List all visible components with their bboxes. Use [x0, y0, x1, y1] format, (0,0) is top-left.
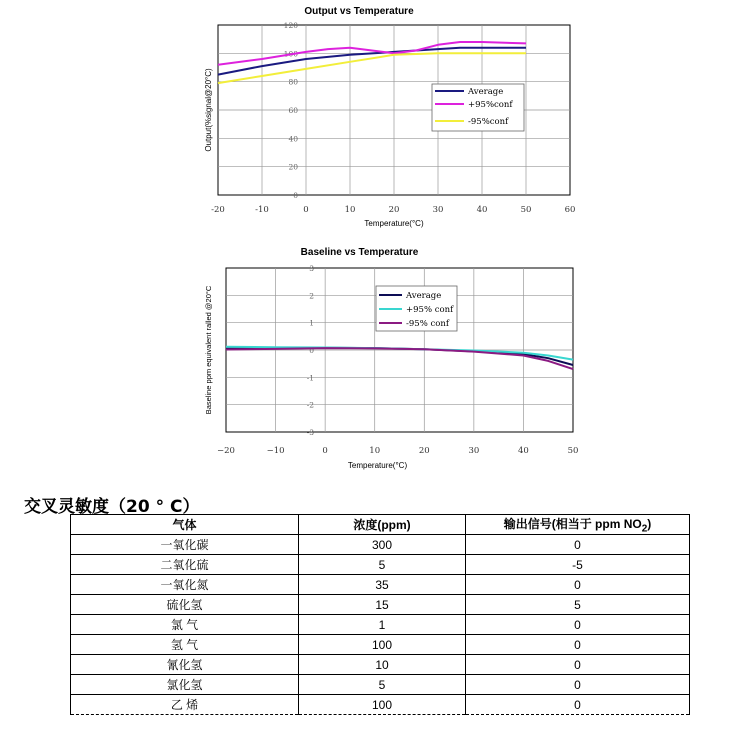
x-tick-label: -20 [211, 205, 225, 215]
legend-label: Average [406, 291, 442, 301]
x-tick-label: 30 [432, 205, 444, 215]
cell-concentration: 5 [299, 675, 466, 695]
x-axis-label: Temperature(°C) [347, 461, 408, 470]
y-tick-label: 40 [288, 134, 298, 144]
x-tick-label: 20 [388, 205, 400, 215]
cell-concentration: 10 [299, 655, 466, 675]
table-row [71, 615, 690, 635]
x-tick-label: 0 [303, 205, 309, 215]
cell-concentration: 35 [299, 575, 466, 595]
chart-title: Output vs Temperature [304, 6, 414, 17]
cell-gas: 一氧化碳 [71, 535, 299, 555]
header-signal [466, 515, 690, 535]
x-tick-label: 10 [369, 446, 381, 456]
legend-label: -95%conf [468, 117, 509, 127]
x-tick-label: 40 [476, 205, 488, 215]
cell-gas: 硫化氢 [71, 595, 299, 615]
y-tick-label: -2 [306, 400, 314, 410]
cell-signal: 0 [466, 655, 690, 675]
y-tick-label: 120 [283, 21, 298, 30]
y-tick-label: 0 [309, 346, 314, 355]
y-tick-label: 0 [293, 191, 298, 200]
cell-concentration: 100 [299, 695, 466, 715]
cell-gas: 氯化氢 [71, 675, 299, 695]
x-tick-label: 50 [520, 205, 532, 215]
y-tick-label: -1 [306, 373, 314, 383]
header-gas: 气体 [71, 515, 299, 535]
x-tick-label: 50 [567, 446, 579, 456]
header-signal-suffix: ) [647, 517, 652, 531]
table-row [71, 675, 690, 695]
cell-gas: 一氧化氮 [71, 575, 299, 595]
cell-signal: 0 [466, 535, 690, 555]
y-tick-label: -3 [306, 428, 314, 437]
cell-concentration: 5 [299, 555, 466, 575]
legend-label: Average [468, 87, 504, 97]
cell-concentration: 300 [299, 535, 466, 555]
cell-signal: 0 [466, 615, 690, 635]
legend-label: +95%conf [468, 100, 513, 110]
cell-signal: 0 [466, 675, 690, 695]
x-tick-label: 40 [518, 446, 529, 456]
x-tick-label: 30 [468, 446, 480, 456]
table-header-row [71, 515, 690, 535]
table-row [71, 575, 690, 595]
y-tick-label: 80 [288, 77, 298, 87]
x-tick-label: 20 [418, 446, 430, 456]
y-tick-label: 1 [309, 318, 314, 328]
x-axis-label: Temperature(°C) [364, 219, 424, 228]
table-row [71, 655, 690, 675]
cell-gas: 氰化氢 [71, 655, 299, 675]
x-tick-label: 10 [344, 205, 356, 215]
x-tick-label: -10 [255, 205, 269, 215]
cell-gas: 氢 气 [71, 635, 299, 655]
y-axis-label: Baseline ppm equivalent ralled @20°C [204, 285, 213, 415]
header-concentration: 浓度(ppm) [299, 515, 466, 535]
table-body [71, 535, 690, 715]
x-tick-label: 0 [322, 446, 328, 456]
table-row [71, 555, 690, 575]
cell-gas: 乙 烯 [71, 695, 299, 715]
header-signal-sub: 2 [641, 523, 648, 535]
cell-concentration: 15 [299, 595, 466, 615]
cell-signal: 0 [466, 695, 690, 715]
y-tick-label: 60 [288, 106, 298, 115]
cell-gas: 二氧化硫 [71, 555, 299, 575]
cross-sensitivity-title: 交叉灵敏度（20 ° C） [24, 497, 200, 517]
chart-title: Baseline vs Temperature [300, 247, 419, 258]
y-tick-label: 100 [283, 49, 298, 59]
cell-signal: -5 [466, 555, 690, 575]
table-row [71, 635, 690, 655]
cell-signal: 5 [466, 595, 690, 615]
y-tick-label: 20 [288, 162, 298, 172]
y-tick-label: 3 [309, 264, 314, 273]
legend-label: +95% conf [406, 305, 454, 315]
cell-signal: 0 [466, 635, 690, 655]
x-tick-label: −10 [266, 446, 285, 456]
x-tick-label: 60 [564, 205, 576, 215]
cell-concentration: 1 [299, 615, 466, 635]
x-tick-label: −20 [217, 446, 235, 456]
table-row [71, 695, 690, 715]
table-row [71, 595, 690, 615]
cell-gas: 氯 气 [71, 615, 299, 635]
legend-label: -95% conf [406, 319, 449, 329]
y-tick-label: 2 [309, 291, 314, 301]
y-axis-label: Output(%signal@20°C) [204, 68, 213, 152]
cell-signal: 0 [466, 575, 690, 595]
cross-sensitivity-table [70, 514, 690, 715]
cell-concentration: 100 [299, 635, 466, 655]
table-row [71, 535, 690, 555]
header-signal-prefix: 输出信号(相当于 ppm NO [503, 517, 642, 531]
